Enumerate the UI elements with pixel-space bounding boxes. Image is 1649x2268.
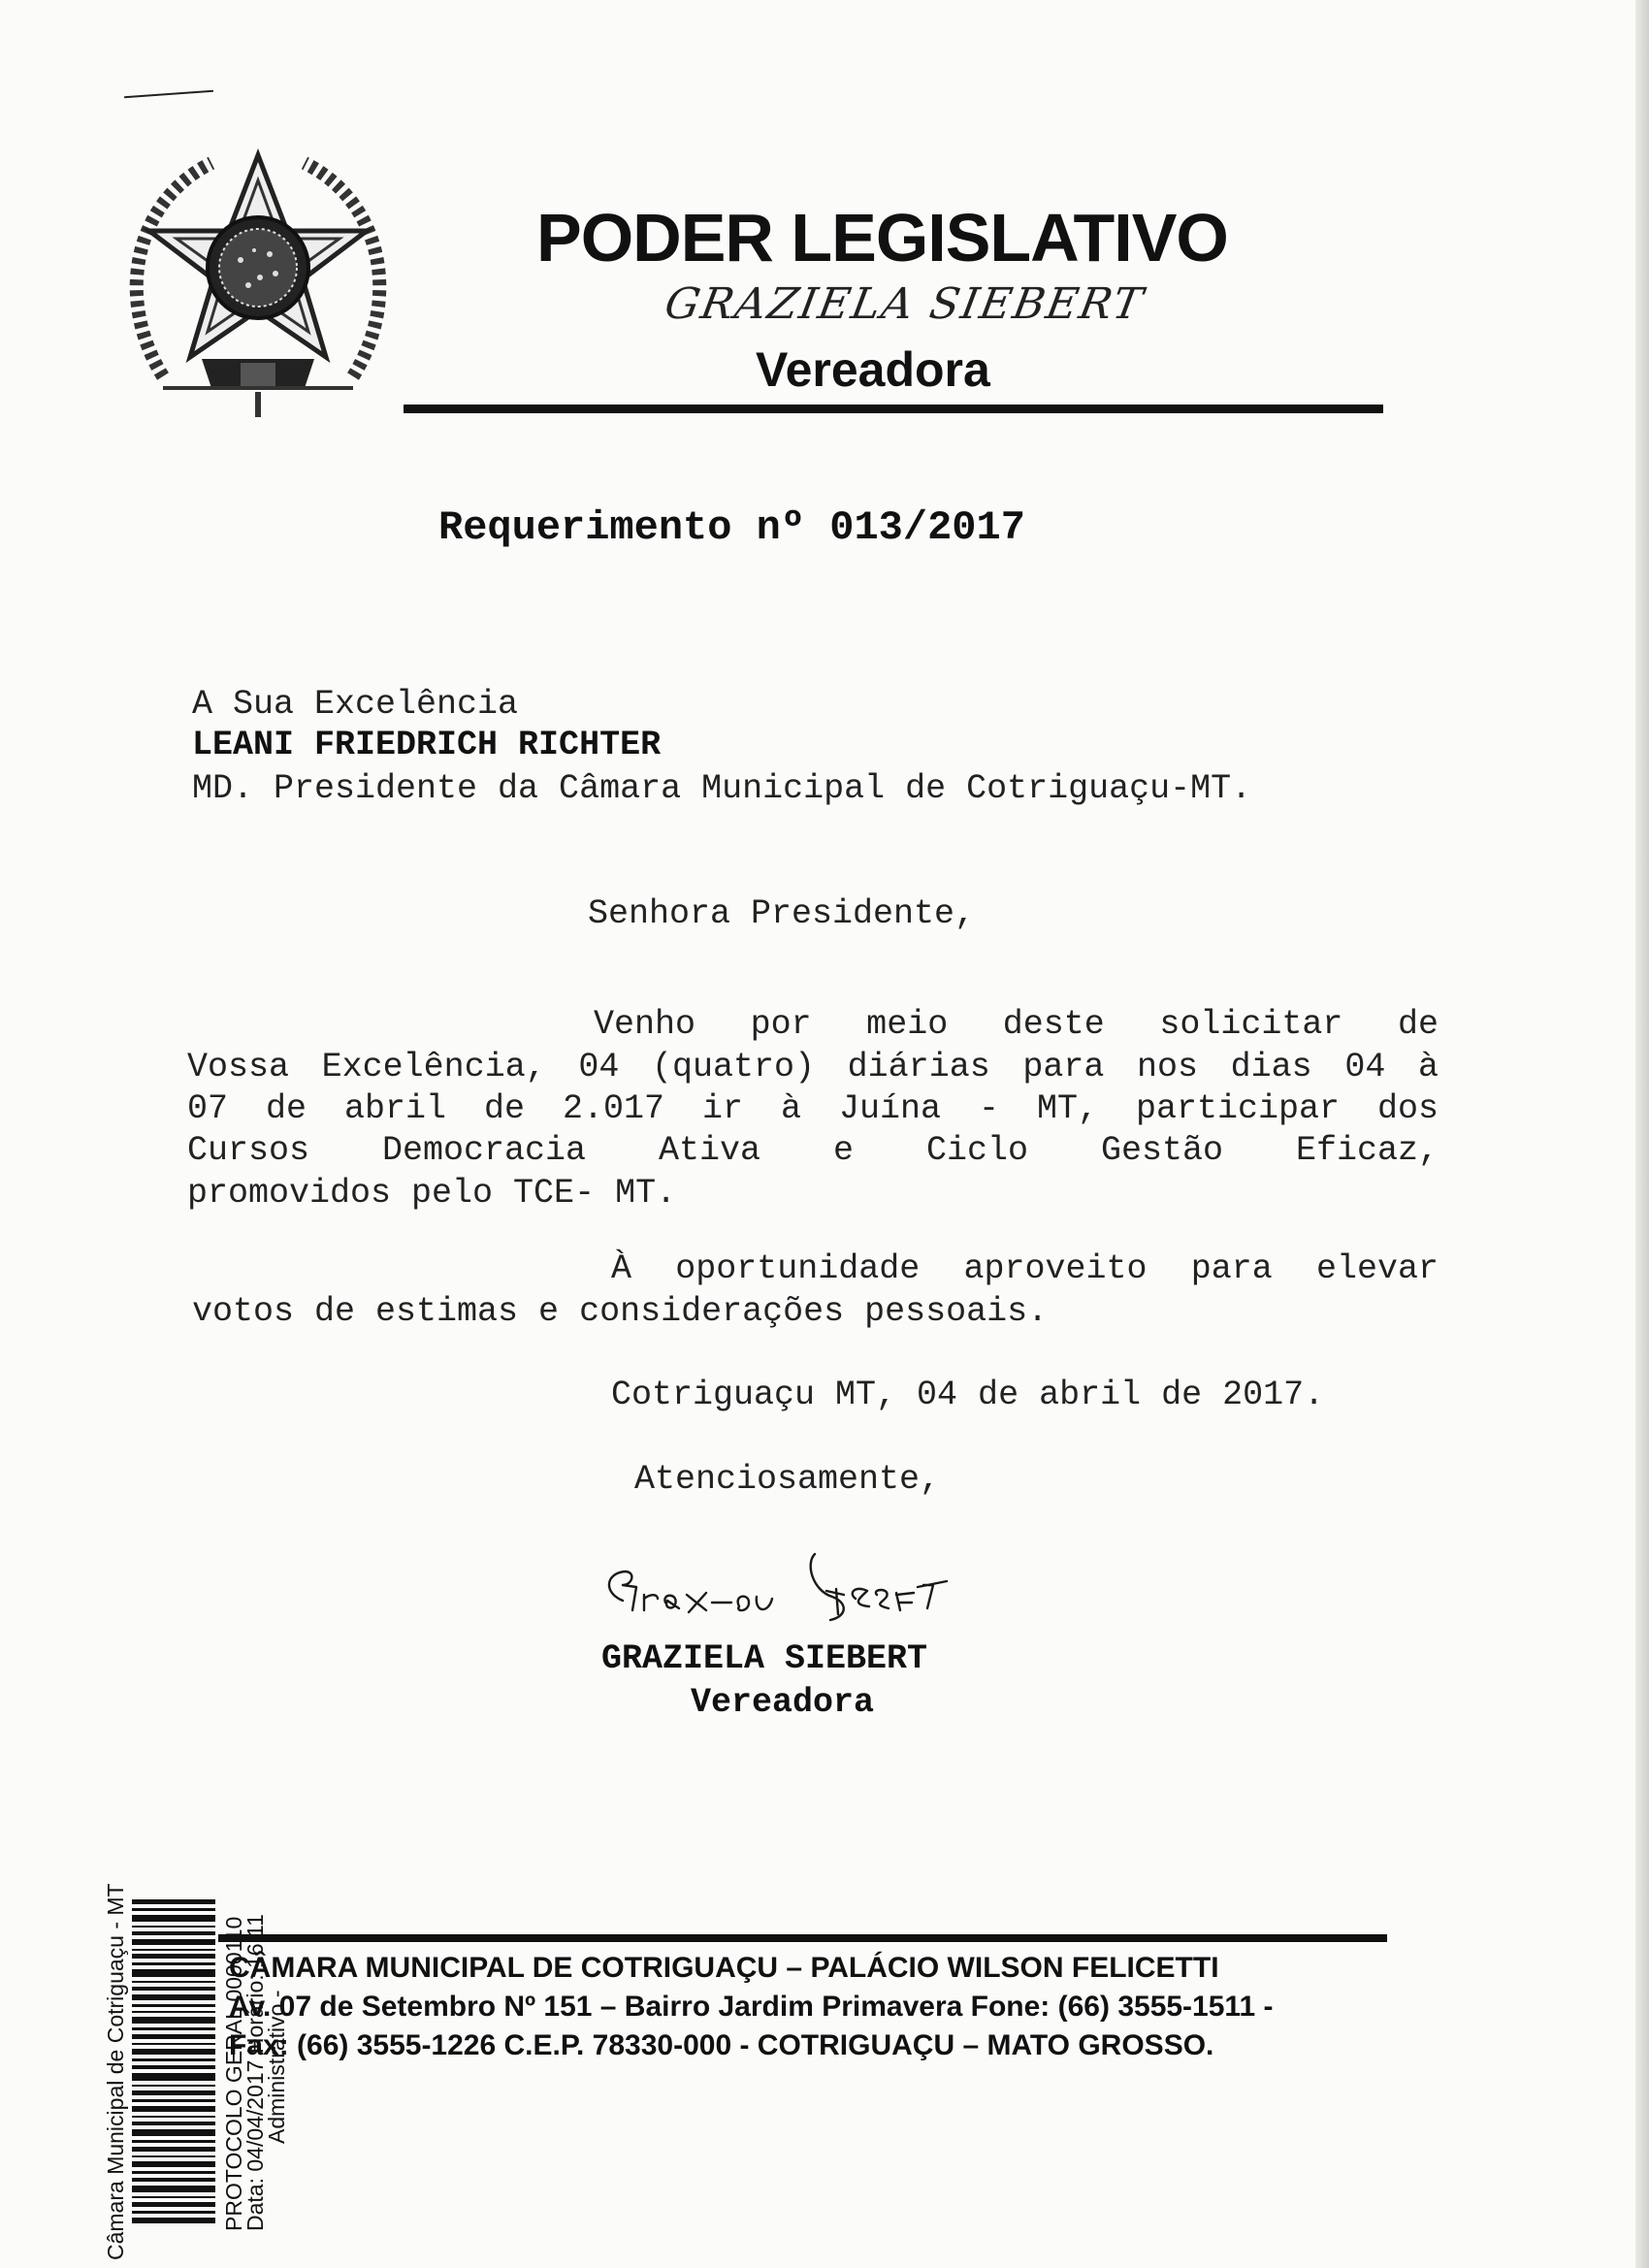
body-line: Venho por meio deste solicitar de [594, 1005, 1439, 1044]
body-line: Cursos Democracia Ativa e Ciclo Gestão Eficaz, [187, 1131, 1439, 1170]
header-councilor-name: GRAZIELA SIEBERT [661, 279, 1148, 329]
footer-divider [218, 1934, 1387, 1942]
recipient-salutation: A Sua Excelência [192, 685, 519, 724]
footer-contact: Fax: (66) 3555-1226 C.E.P. 78330-000 - COTRIGUAÇU – MATO GROSSO. [229, 2029, 1214, 2061]
greeting: Senhora Presidente, [588, 894, 976, 933]
recipient-position: MD. Presidente da Câmara Municipal de Cotriguaçu-MT. [192, 769, 1252, 808]
footer-address: Av. 07 de Setembro Nº 151 – Bairro Jardim Primavera Fone: (66) 3555-1511 - [229, 1991, 1274, 2023]
signer-name: GRAZIELA SIEBERT [601, 1639, 928, 1678]
body-line: À oportunidade aproveito para elevar [611, 1249, 1439, 1288]
header-divider [404, 405, 1383, 413]
stamp-chamber: Câmara Municipal de Cotriguaçu - MT [103, 1883, 128, 2260]
stamp-protocol-number: PROTOCOLO GERAL 0000110 [221, 1916, 246, 2231]
body-line: votos de estimas e considerações pessoais. [192, 1292, 1049, 1331]
pen-mark [124, 90, 213, 98]
stamp-department: Administrativo - [264, 1990, 289, 2144]
body-line: promovidos pelo TCE- MT. [187, 1174, 677, 1213]
signer-role: Vereadora [691, 1683, 875, 1722]
closing: Atenciosamente, [634, 1460, 941, 1499]
place-date: Cotriguaçu MT, 04 de abril de 2017. [611, 1376, 1325, 1414]
coat-of-arms-icon [124, 134, 392, 425]
body-line: 07 de abril de 2.017 ir à Juína - MT, participar dos [187, 1089, 1439, 1128]
footer-institution: CÂMARA MUNICIPAL DE COTRIGUAÇU – PALÁCIO WILSON FELICETTI [229, 1952, 1219, 1984]
stamp-date-time: Data: 04/04/2017 Horário: 16:11 [242, 1914, 268, 2231]
recipient-name: LEANI FRIEDRICH RICHTER [192, 726, 662, 764]
header-role: Vereadora [756, 342, 990, 397]
header-title: PODER LEGISLATIVO [536, 200, 1228, 275]
body-line: Vossa Excelência, 04 (quatro) diárias para nos dias 04 à [187, 1048, 1439, 1086]
signature-image [594, 1535, 1040, 1641]
page-edge-shadow [1635, 0, 1649, 2268]
barcode-image [132, 1899, 215, 2229]
document-title: Requerimento nº 013/2017 [438, 504, 1025, 551]
